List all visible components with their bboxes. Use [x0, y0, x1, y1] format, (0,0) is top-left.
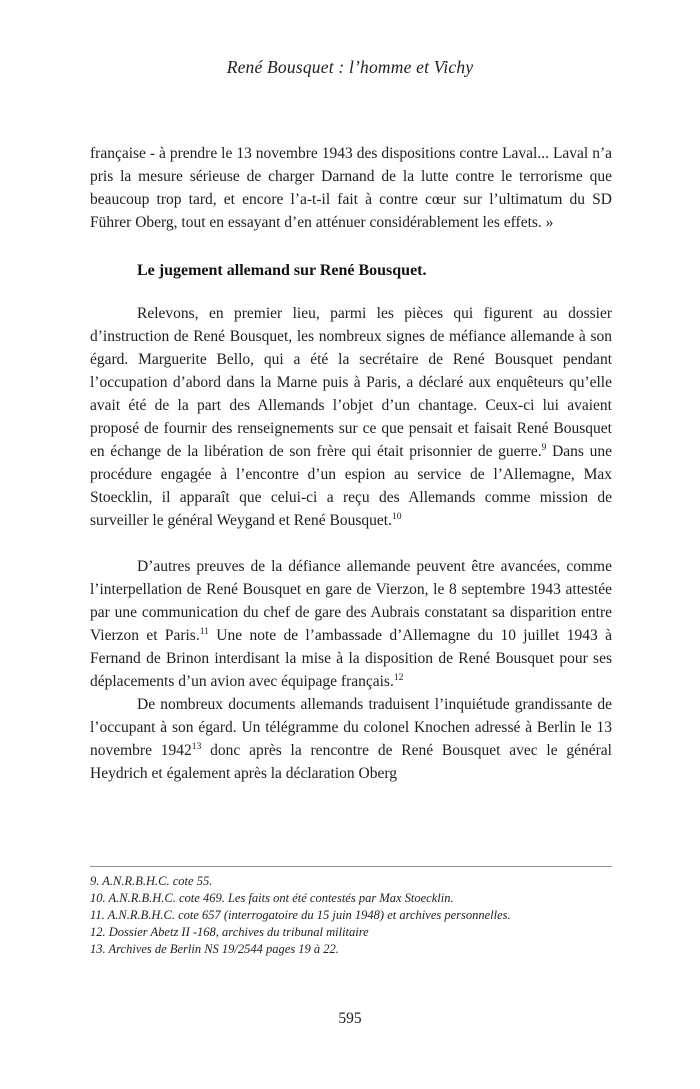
footnote-line: 10. A.N.R.B.H.C. cote 469. Les faits ont été contestés par Max Stoecklin. [90, 891, 454, 905]
running-header: René Bousquet : l’homme et Vichy [226, 57, 474, 77]
section-heading: Le jugement allemand sur René Bousquet. [137, 262, 427, 279]
paragraph: De nombreux documents allemands traduisent l’inquiétude grandissante de l’occupant à son égard. Un télégramme du colonel Knochen adressé à Berlin le 13 novembre 1942$^{13}$ donc après la rencontre de René Bousquet avec le général Heydrich et également après la déclaration Oberg [90, 696, 612, 782]
footnote-ref: 13 [191, 740, 202, 752]
footnote-ref: 12 [393, 671, 404, 683]
footnote-line: 9. A.N.R.B.H.C. cote 55. [90, 874, 213, 888]
text-block [90, 142, 612, 785]
footnote-divider [90, 866, 612, 867]
footnotes-section [90, 866, 612, 958]
page-number: 595 [338, 1010, 362, 1027]
footnote-list [90, 873, 612, 958]
footnote-line: 11. A.N.R.B.H.C. cote 657 (interrogatoire du 15 juin 1948) et archives personnelles. [90, 908, 511, 922]
paragraph-quote-continuation: française - à prendre le 13 novembre 1943 des dispositions contre Laval... Laval n’a pris la mesure sérieuse de charger Darnand de la lutte contre le terrorisme que beaucoup trop tard, et encore l’a-t-il fait à contre cœur sur l’ultimatum du SD Führer Oberg, tout en essayant d’en atténuer considérablement les effets. » [90, 145, 612, 231]
footnote-line: 13. Archives de Berlin NS 19/2544 pages 19 à 22. [90, 942, 339, 956]
paragraph: Relevons, en premier lieu, parmi les pièces qui figurent au dossier d’instruction de René Bousquet, les nombreux signes de méfiance allemande à son égard. Marguerite Bello, qui a été la secrétaire de René Bousquet pendant l’occupation d’abord dans la Marne puis à Paris, a déclaré aux enquêteurs qu’elle avait été de la part des Allemands l’objet d’un chantage. Ceux-ci lui avaient proposé de fournir des renseignements sur ce que pensait et faisait René Bousquet en échange de la libération de son frère qui était prisonnier de guerre.$^9$ Dans une procédure engagée à l’encontre d’un espion au service de l’Allemagne, Max Stoecklin, il apparaît que celui-ci a reçu des Allemands comme mission de surveiller le général Weygand et René Bousquet.$^{10}$ [90, 305, 612, 529]
paragraph: D’autres preuves de la défiance allemande peuvent être avancées, comme l’interpellation de René Bousquet en gare de Vierzon, le 8 septembre 1943 attestée par une communication du chef de gare des Aubrais constatant sa disparition entre Vierzon et Paris.$^{11}$ Une note de l’ambassade d’Allemagne du 10 juillet 1943 à Fernand de Brinon interdisant la mise à la disposition de René Bousquet pour ses déplacements d’un avion avec équipage français.$^{12}$ [90, 558, 612, 690]
footnote-ref: 10 [391, 510, 402, 522]
footnote-ref: 11 [199, 625, 209, 637]
footnote-line: 12. Dossier Abetz II -168, archives du tribunal militaire [90, 925, 369, 939]
footnote-ref: 9 [541, 441, 547, 453]
